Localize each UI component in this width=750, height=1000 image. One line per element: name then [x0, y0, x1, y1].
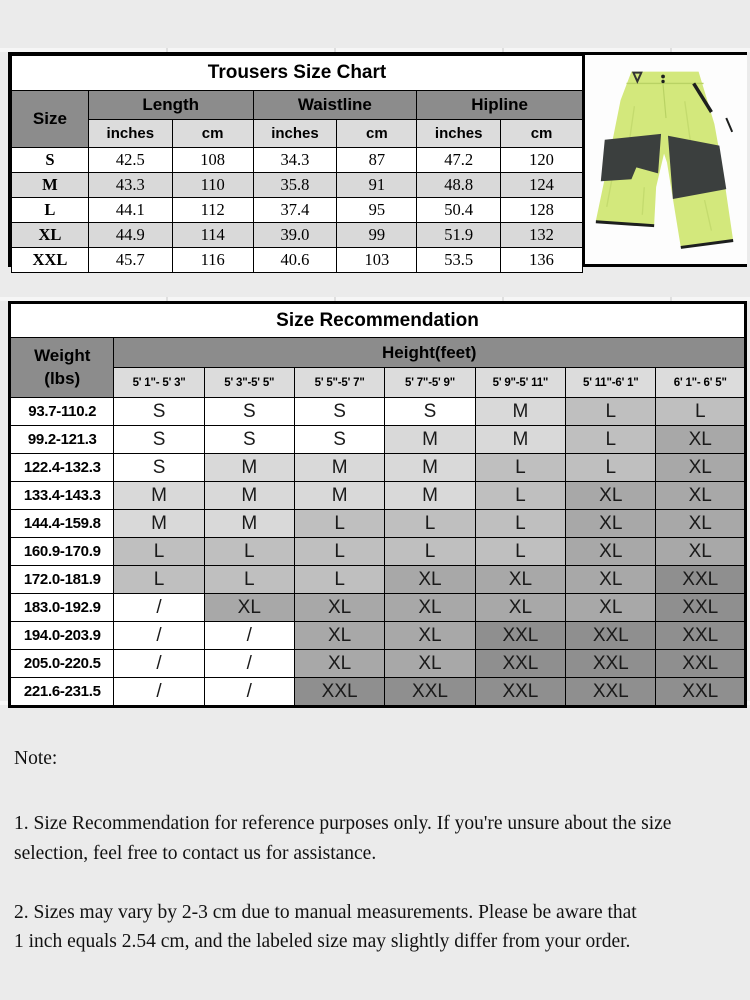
- recommendation-row: [10, 426, 746, 454]
- recommended-size: L: [475, 510, 565, 538]
- size-chart-title: Trousers Size Chart: [12, 56, 583, 91]
- recommendation-row: [10, 398, 746, 426]
- unit-header: inches: [253, 120, 337, 148]
- recommended-size: XXL: [656, 678, 746, 707]
- recommended-size: S: [385, 398, 475, 426]
- recommended-size: M: [294, 454, 384, 482]
- height-range-header: 6' 1"- 6' 5": [656, 368, 746, 398]
- measurement-value: 45.7: [88, 248, 172, 273]
- measurement-value: 108: [172, 148, 253, 173]
- recommended-size: /: [204, 678, 294, 707]
- recommended-size: XL: [566, 482, 656, 510]
- size-label: M: [12, 173, 89, 198]
- recommended-size: /: [204, 650, 294, 678]
- recommended-size: L: [475, 482, 565, 510]
- measurement-value: 51.9: [417, 223, 501, 248]
- recommended-size: M: [475, 426, 565, 454]
- recommended-size: L: [204, 566, 294, 594]
- notes-section: [14, 744, 744, 986]
- measurement-value: 50.4: [417, 198, 501, 223]
- measurement-value: 136: [501, 248, 583, 273]
- weight-header-line1: Weight: [34, 345, 91, 365]
- recommended-size: XL: [294, 622, 384, 650]
- size-chart-row: [12, 173, 583, 198]
- height-header: Height(feet): [114, 338, 746, 368]
- measurement-value: 128: [501, 198, 583, 223]
- recommended-size: L: [475, 454, 565, 482]
- recommended-size: XL: [566, 510, 656, 538]
- recommended-size: M: [385, 426, 475, 454]
- measurement-value: 120: [501, 148, 583, 173]
- recommended-size: XXL: [385, 678, 475, 707]
- recommended-size: XL: [656, 510, 746, 538]
- recommended-size: XXL: [566, 650, 656, 678]
- weight-range: 122.4-132.3: [10, 454, 114, 482]
- recommended-size: XXL: [475, 622, 565, 650]
- recommended-size: XL: [385, 594, 475, 622]
- recommended-size: /: [114, 622, 204, 650]
- size-chart-row: [12, 198, 583, 223]
- size-chart-body: [12, 148, 583, 273]
- measurement-value: 132: [501, 223, 583, 248]
- height-range-header: 5' 5"-5' 7": [294, 368, 384, 398]
- recommended-size: L: [566, 454, 656, 482]
- weight-range: 194.0-203.9: [10, 622, 114, 650]
- measurement-value: 91: [337, 173, 417, 198]
- recommendation-row: [10, 622, 746, 650]
- recommended-size: /: [114, 678, 204, 707]
- recommended-size: XL: [385, 622, 475, 650]
- weight-range: 133.4-143.3: [10, 482, 114, 510]
- recommendation-title: Size Recommendation: [10, 303, 746, 338]
- weight-column-header: [10, 338, 114, 398]
- size-chart-row: [12, 248, 583, 273]
- recommended-size: L: [114, 538, 204, 566]
- measurement-value: 43.3: [88, 173, 172, 198]
- size-label: L: [12, 198, 89, 223]
- recommended-size: M: [114, 510, 204, 538]
- measurement-value: 114: [172, 223, 253, 248]
- unit-header: inches: [88, 120, 172, 148]
- weight-header-line2: (lbs): [44, 368, 81, 388]
- size-column-header: Size: [12, 91, 89, 148]
- recommended-size: L: [566, 426, 656, 454]
- size-label: XL: [12, 223, 89, 248]
- recommended-size: XL: [656, 426, 746, 454]
- recommended-size: XL: [204, 594, 294, 622]
- recommended-size: M: [385, 454, 475, 482]
- height-range-header: 5' 7"-5' 9": [385, 368, 475, 398]
- recommended-size: XXL: [475, 678, 565, 707]
- recommended-size: M: [294, 482, 384, 510]
- recommended-size: M: [475, 398, 565, 426]
- recommended-size: XL: [294, 650, 384, 678]
- recommended-size: XL: [566, 594, 656, 622]
- measurement-value: 35.8: [253, 173, 337, 198]
- recommended-size: XXL: [656, 594, 746, 622]
- recommendation-body: [10, 398, 746, 707]
- recommended-size: XL: [656, 482, 746, 510]
- hipline-header: Hipline: [417, 91, 583, 120]
- size-label: XXL: [12, 248, 89, 273]
- note-item-2: 2. Sizes may vary by 2-3 cm due to manual measurements. Please be aware that 1 inch equals 2.54 cm, and the labeled size may slightly differ from your order.: [14, 901, 637, 952]
- recommendation-row: [10, 566, 746, 594]
- unit-header: cm: [501, 120, 583, 148]
- recommended-size: L: [294, 566, 384, 594]
- recommended-size: /: [204, 622, 294, 650]
- recommended-size: XL: [294, 594, 384, 622]
- recommended-size: M: [204, 482, 294, 510]
- measurement-value: 44.9: [88, 223, 172, 248]
- recommendation-row: [10, 678, 746, 707]
- weight-range: 144.4-159.8: [10, 510, 114, 538]
- size-chart-section: [8, 52, 747, 267]
- recommendation-row: [10, 482, 746, 510]
- recommended-size: XL: [385, 566, 475, 594]
- size-chart-row: [12, 148, 583, 173]
- size-recommendation-table: [8, 301, 747, 708]
- length-header: Length: [88, 91, 253, 120]
- recommended-size: XXL: [294, 678, 384, 707]
- recommended-size: L: [294, 538, 384, 566]
- recommended-size: XXL: [656, 650, 746, 678]
- height-range-header: 5' 1"- 5' 3": [114, 368, 204, 398]
- height-range-header: 5' 11"-6' 1": [566, 368, 656, 398]
- measurement-value: 44.1: [88, 198, 172, 223]
- measurement-value: 37.4: [253, 198, 337, 223]
- recommended-size: XXL: [566, 622, 656, 650]
- measurement-value: 112: [172, 198, 253, 223]
- recommended-size: L: [566, 398, 656, 426]
- recommended-size: S: [114, 426, 204, 454]
- recommended-size: M: [204, 454, 294, 482]
- measurement-value: 39.0: [253, 223, 337, 248]
- measurement-value: 53.5: [417, 248, 501, 273]
- waistline-header: Waistline: [253, 91, 417, 120]
- recommended-size: XL: [385, 650, 475, 678]
- measurement-value: 42.5: [88, 148, 172, 173]
- recommended-size: L: [294, 510, 384, 538]
- recommendation-row: [10, 510, 746, 538]
- recommendation-row: [10, 594, 746, 622]
- recommended-size: M: [114, 482, 204, 510]
- recommended-size: L: [656, 398, 746, 426]
- measurement-value: 110: [172, 173, 253, 198]
- recommended-size: S: [114, 398, 204, 426]
- note-item-1: 1. Size Recommendation for reference purposes only. If you're unsure about the size selection, feel free to contact us for assistance.: [14, 813, 672, 864]
- recommended-size: S: [204, 398, 294, 426]
- weight-range: 221.6-231.5: [10, 678, 114, 707]
- measurement-value: 47.2: [417, 148, 501, 173]
- recommendation-row: [10, 538, 746, 566]
- notes-heading: Note:: [14, 748, 58, 769]
- weight-range: 99.2-121.3: [10, 426, 114, 454]
- weight-range: 93.7-110.2: [10, 398, 114, 426]
- recommended-size: XL: [656, 454, 746, 482]
- recommendation-row: [10, 650, 746, 678]
- recommended-size: XXL: [566, 678, 656, 707]
- size-chart-row: [12, 223, 583, 248]
- height-range-header: 5' 9"-5' 11": [475, 368, 565, 398]
- recommended-size: L: [475, 538, 565, 566]
- recommended-size: XL: [566, 538, 656, 566]
- recommended-size: M: [204, 510, 294, 538]
- weight-range: 205.0-220.5: [10, 650, 114, 678]
- trousers-size-chart-table: [11, 55, 583, 273]
- unit-header: cm: [172, 120, 253, 148]
- measurement-value: 103: [337, 248, 417, 273]
- recommended-size: XXL: [656, 622, 746, 650]
- recommended-size: /: [114, 594, 204, 622]
- recommended-size: S: [294, 426, 384, 454]
- weight-range: 160.9-170.9: [10, 538, 114, 566]
- recommended-size: XL: [566, 566, 656, 594]
- recommended-size: /: [114, 650, 204, 678]
- unit-header: cm: [337, 120, 417, 148]
- recommended-size: M: [385, 482, 475, 510]
- measurement-value: 124: [501, 173, 583, 198]
- weight-range: 172.0-181.9: [10, 566, 114, 594]
- measurement-value: 48.8: [417, 173, 501, 198]
- recommended-size: XXL: [656, 566, 746, 594]
- measurement-value: 99: [337, 223, 417, 248]
- recommended-size: XL: [475, 594, 565, 622]
- weight-range: 183.0-192.9: [10, 594, 114, 622]
- recommended-size: XL: [656, 538, 746, 566]
- waist-button: [661, 79, 664, 82]
- recommendation-row: [10, 454, 746, 482]
- recommended-size: XXL: [475, 650, 565, 678]
- product-photo: [583, 55, 747, 264]
- size-label: S: [12, 148, 89, 173]
- recommended-size: L: [385, 538, 475, 566]
- measurement-value: 87: [337, 148, 417, 173]
- recommended-size: S: [294, 398, 384, 426]
- measurement-value: 34.3: [253, 148, 337, 173]
- measurement-value: 116: [172, 248, 253, 273]
- trousers-image: [585, 56, 747, 264]
- recommended-size: L: [114, 566, 204, 594]
- recommended-size: XL: [475, 566, 565, 594]
- recommended-size: L: [385, 510, 475, 538]
- measurement-value: 40.6: [253, 248, 337, 273]
- waist-button: [661, 74, 665, 78]
- recommended-size: S: [114, 454, 204, 482]
- recommended-size: S: [204, 426, 294, 454]
- unit-header: inches: [417, 120, 501, 148]
- height-range-header: 5' 3"-5' 5": [204, 368, 294, 398]
- measurement-value: 95: [337, 198, 417, 223]
- recommended-size: L: [204, 538, 294, 566]
